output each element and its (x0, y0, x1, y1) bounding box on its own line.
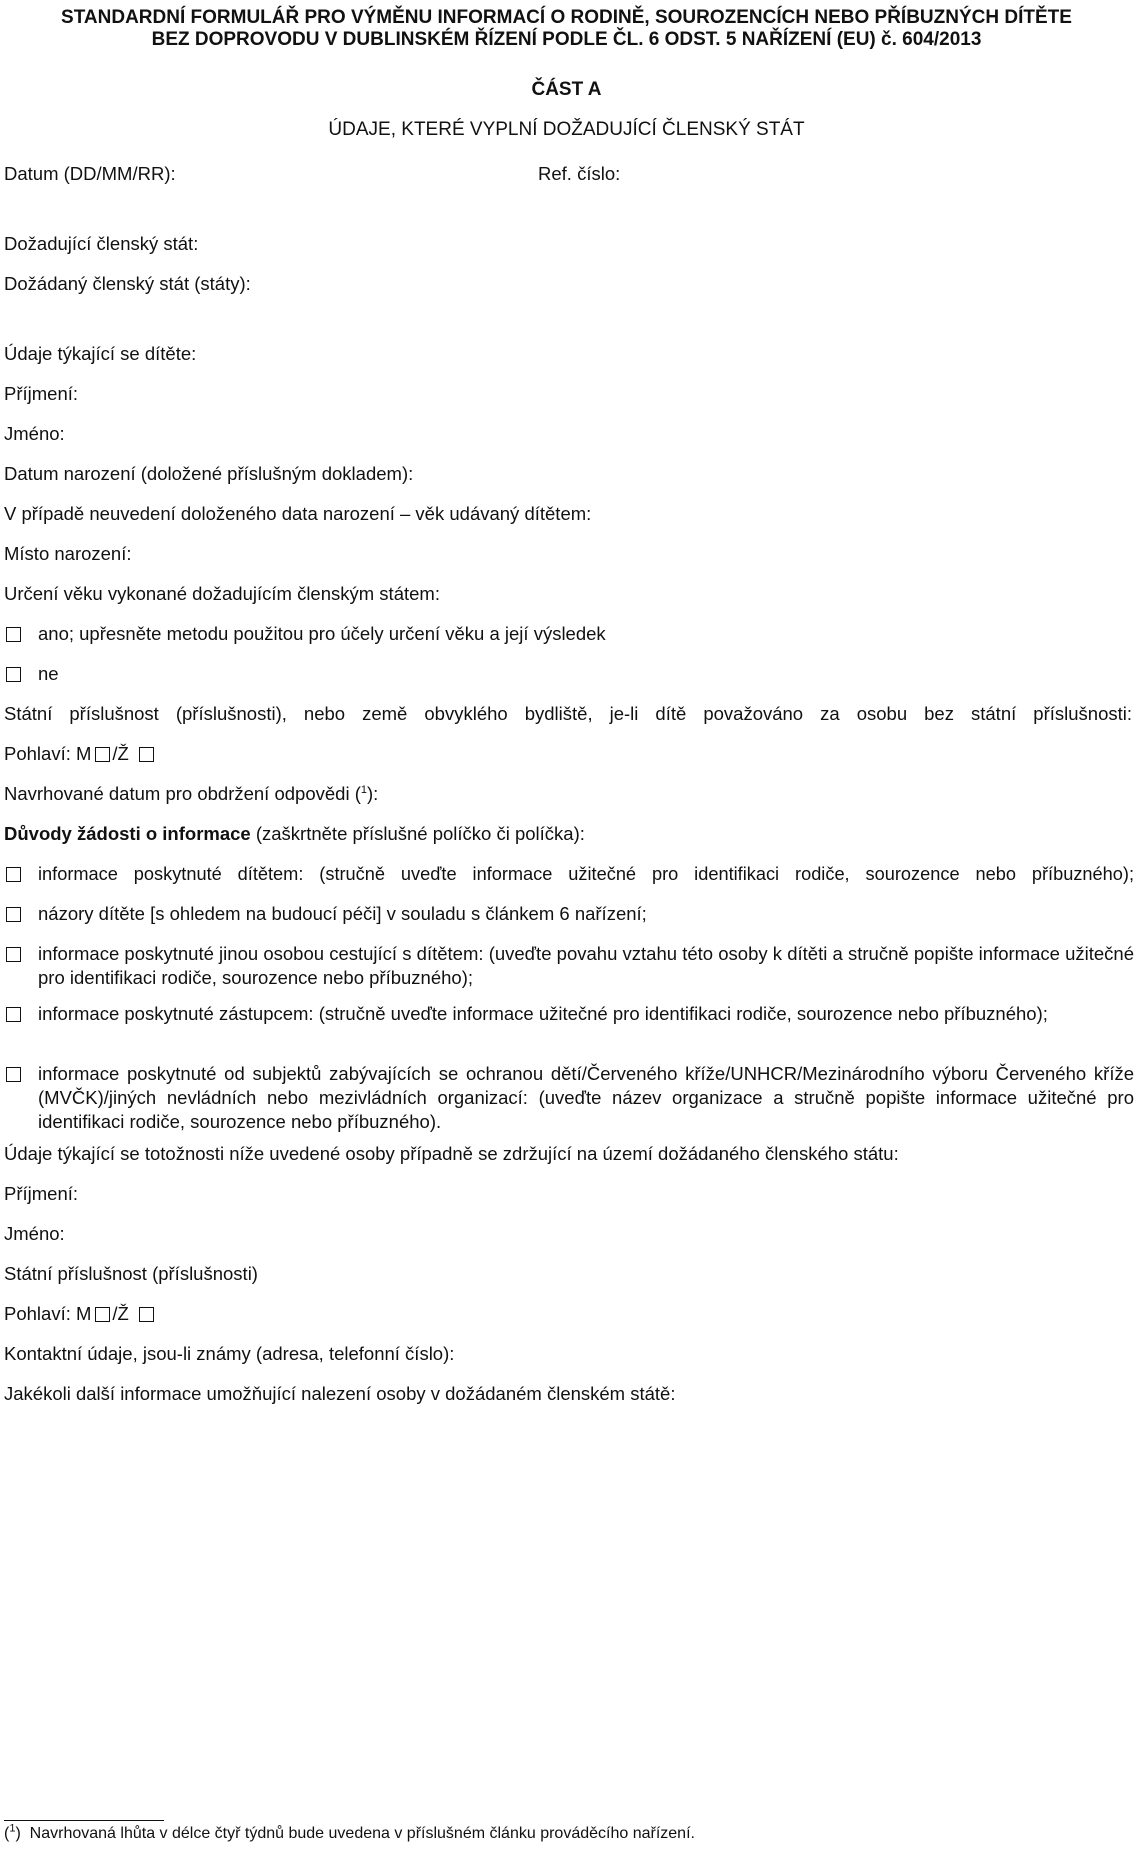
person-gender-label: Pohlaví: M (4, 1303, 92, 1324)
part-subtitle: ÚDAJE, KTERÉ VYPLNÍ DOŽADUJÍCÍ ČLENSKÝ STÁT (328, 119, 805, 140)
footnote-number: 1 (9, 1822, 16, 1835)
age-no-checkbox[interactable] (6, 667, 21, 682)
reason-label-2: názory dítěte [s ohledem na budoucí péči] v souladu s článkem 6 nařízení; (38, 903, 647, 924)
reason-checkbox-5[interactable] (6, 1067, 21, 1082)
child-dob-label: Datum narození (doložené příslušným dokladem): (4, 463, 414, 484)
person-gender-male-checkbox[interactable] (95, 1307, 110, 1322)
child-gender-female-checkbox[interactable] (139, 747, 154, 762)
person-surname-label: Příjmení: (4, 1183, 79, 1204)
child-gender-label: Pohlaví: M (4, 743, 92, 764)
footnote: ($^1$) Navrhovaná lhůta v délce čtyř týdnů bude uvedena v příslušném článku prováděcího nařízení. (4, 1822, 695, 1842)
child-gender-female-label: /Ž (112, 743, 129, 764)
reason-label-1: informace poskytnuté dítětem: (stručně uveďte informace užitečné pro identifikaci rodiče, sourozence nebo příbuzného); (38, 864, 1134, 884)
footnote-ref: 1 (360, 783, 367, 796)
person-other-info-label: Jakékoli další informace umožňující nalezení osoby v dožádaném členském státě: (4, 1383, 676, 1404)
requesting-state-label: Dožadující členský stát: (4, 233, 199, 254)
child-nationality-label: Státní příslušnost (příslušnosti), nebo země obvyklého bydliště, je-li dítě považováno za osobu bez státní příslušnosti: (4, 703, 1132, 724)
age-no-label: ne (38, 663, 59, 684)
part-heading: ČÁST A (531, 79, 602, 100)
person-first-name-label: Jméno: (4, 1223, 65, 1244)
person-gender-female-checkbox[interactable] (139, 1307, 154, 1322)
age-yes-label: ano; upřesněte metodu použitou pro účely určení věku a její výsledek (38, 623, 606, 644)
reason-checkbox-3[interactable] (6, 947, 21, 962)
age-assessment-label: Určení věku vykonané dožadujícím členským státem: (4, 583, 440, 604)
person-gender-row (4, 1302, 156, 1326)
person-nationality-label: Státní příslušnost (příslušnosti) (4, 1263, 258, 1284)
reason-checkbox-2[interactable] (6, 907, 21, 922)
age-yes-checkbox[interactable] (6, 627, 21, 642)
form-title-line-2: BEZ DOPROVODU V DUBLINSKÉM ŘÍZENÍ PODLE ČL. 6 ODST. 5 NAŘÍZENÍ (EU) č. 604/2013 (151, 29, 982, 50)
child-section-heading: Údaje týkající se dítěte: (4, 343, 197, 364)
reason-label-5: informace poskytnuté od subjektů zabývajících se ochranou dětí/Červeného kříže/UNHCR/Mezinárodního výboru Červeného kříže (MVČK)/jiných nevládních nebo mezivládních organizací: (uveďte název organizace a stručně popište informace užitečné pro identifikaci rodiče, sourozence nebo příbuzného). (38, 1063, 1134, 1132)
date-label: Datum (DD/MM/RR): (4, 163, 176, 184)
person-gender-female-label: /Ž (112, 1303, 129, 1324)
requested-state-label: Dožádaný členský stát (státy): (4, 273, 251, 294)
child-first-name-label: Jméno: (4, 423, 65, 444)
person-contact-label: Kontaktní údaje, jsou-li známy (adresa, telefonní číslo): (4, 1343, 455, 1364)
child-birthplace-label: Místo narození: (4, 543, 132, 564)
child-gender-male-checkbox[interactable] (95, 747, 110, 762)
reasons-heading: Důvody žádosti o informace (zaškrtněte příslušné políčko či políčka): (4, 823, 585, 844)
reason-checkbox-4[interactable] (6, 1007, 21, 1022)
child-claimed-age-label: V případě neuvedení doloženého data narození – věk udávaný dítětem: (4, 503, 592, 524)
reason-checkbox-1[interactable] (6, 867, 21, 882)
proposed-reply-date-label: Navrhované datum pro obdržení odpovědi ($^1$): (4, 783, 379, 804)
reason-label-4: informace poskytnuté zástupcem: (stručně uveďte informace užitečné pro identifikaci rodiče, sourozence nebo příbuzného); (38, 1003, 1048, 1024)
ref-number-label: Ref. číslo: (538, 163, 621, 184)
child-gender-row (4, 742, 156, 766)
form-title-line-1: STANDARDNÍ FORMULÁŘ PRO VÝMĚNU INFORMACÍ O RODINĚ, SOUROZENCÍCH NEBO PŘÍBUZNÝCH DÍTĚTE (61, 7, 1072, 28)
child-surname-label: Příjmení: (4, 383, 79, 404)
footnote-divider (4, 1820, 164, 1821)
person-section-heading: Údaje týkající se totožnosti níže uvedené osoby případně se zdržující na území dožádaného členského státu: (4, 1143, 899, 1164)
footnote-text: Navrhovaná lhůta v délce čtyř týdnů bude uvedena v příslušném článku prováděcího nařízení. (29, 1825, 695, 1842)
reason-label-3: informace poskytnuté jinou osobou cestující s dítětem: (uveďte povahu vztahu této osoby k dítěti a stručně popište informace užitečné pro identifikaci rodiče, sourozence nebo příbuzného); (38, 943, 1134, 988)
